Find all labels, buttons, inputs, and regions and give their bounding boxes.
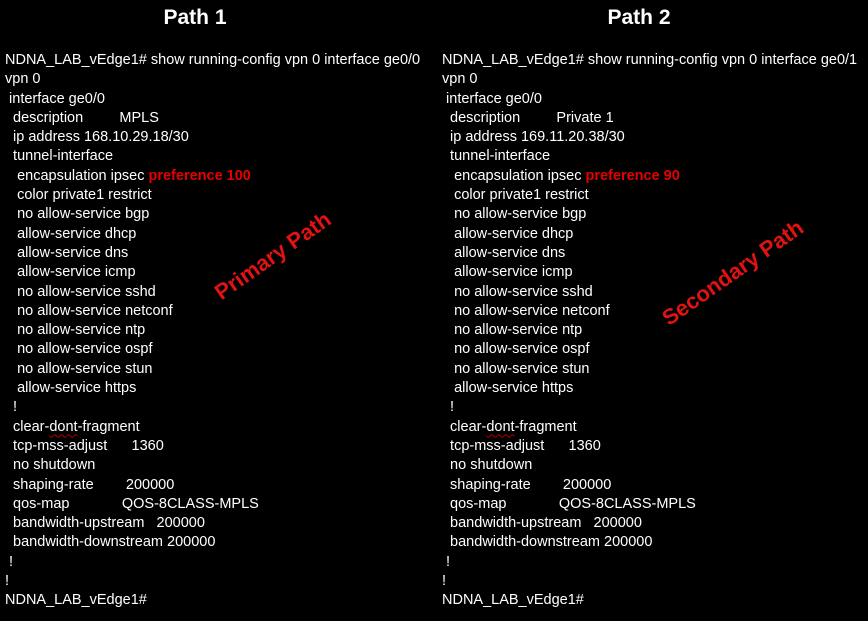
terminal-line <box>442 572 857 591</box>
terminal-line <box>5 90 420 109</box>
terminal-line <box>5 533 420 552</box>
terminal-text: vpn 0 <box>442 71 478 88</box>
terminal-line <box>442 167 857 186</box>
terminal-text: no allow-service netconf <box>442 302 610 319</box>
path2-terminal-output <box>442 51 857 611</box>
terminal-line <box>442 90 857 109</box>
terminal-line <box>442 437 857 456</box>
terminal-line <box>442 476 857 495</box>
terminal-text: tcp-mss-adjust 1360 <box>5 437 164 454</box>
terminal-line <box>5 147 420 166</box>
terminal-text: no allow-service ospf <box>5 341 153 358</box>
terminal-line <box>5 591 420 610</box>
terminal-text: no allow-service bgp <box>442 206 587 223</box>
terminal-line <box>5 263 420 282</box>
terminal-text: clear- <box>5 418 50 435</box>
terminal-text: NDNA_LAB_vEdge1# <box>5 592 147 609</box>
path2-heading: Path 2 <box>607 6 671 29</box>
terminal-line <box>5 418 420 437</box>
terminal-text: tunnel-interface <box>5 148 114 165</box>
terminal-line <box>5 186 420 205</box>
terminal-text: color private1 restrict <box>5 187 152 204</box>
terminal-line <box>442 186 857 205</box>
terminal-line <box>442 302 857 321</box>
terminal-line <box>442 109 857 128</box>
terminal-line <box>5 572 420 591</box>
preference-highlight: preference 90 <box>585 167 680 184</box>
terminal-line <box>5 437 420 456</box>
terminal-text: no allow-service ntp <box>442 322 583 339</box>
terminal-text: qos-map QOS-8CLASS-MPLS <box>5 495 259 512</box>
secondary-path-watermark: Secondary Path <box>657 214 808 331</box>
terminal-line <box>5 51 420 70</box>
terminal-text: allow-service icmp <box>5 264 136 281</box>
terminal-text: no allow-service ntp <box>5 322 146 339</box>
terminal-text: ! <box>442 573 447 590</box>
terminal-text: no allow-service netconf <box>5 302 173 319</box>
terminal-text: bandwidth-downstream 200000 <box>442 534 653 551</box>
terminal-text: NDNA_LAB_vEdge1# show running-config vpn 0 interface ge0/1 <box>442 52 858 68</box>
terminal-line <box>442 398 857 417</box>
terminal-text: tunnel-interface <box>442 148 551 165</box>
terminal-text: allow-service https <box>5 380 137 397</box>
terminal-text: allow-service dhcp <box>5 225 137 242</box>
terminal-line <box>442 418 857 437</box>
terminal-text: NDNA_LAB_vEdge1# <box>442 592 584 609</box>
terminal-text: no allow-service stun <box>5 360 153 377</box>
terminal-text: encapsulation ipsec <box>442 167 586 184</box>
terminal-line <box>442 321 857 340</box>
terminal-line <box>442 553 857 572</box>
terminal-line <box>5 70 420 89</box>
terminal-text: ip address 168.10.29.18/30 <box>5 129 189 146</box>
terminal-text: ip address 169.11.20.38/30 <box>442 129 625 146</box>
terminal-text: shaping-rate 200000 <box>5 476 175 493</box>
terminal-line <box>442 533 857 552</box>
terminal-line <box>5 167 420 186</box>
terminal-line <box>5 514 420 533</box>
terminal-text: bandwidth-downstream 200000 <box>5 534 216 551</box>
terminal-line <box>5 340 420 359</box>
terminal-text: interface ge0/0 <box>5 90 105 107</box>
spellcheck-underlined-text: dont <box>49 418 78 435</box>
terminal-line <box>5 128 420 147</box>
preference-highlight: preference 100 <box>148 167 251 184</box>
terminal-text: vpn 0 <box>5 71 41 88</box>
terminal-text: bandwidth-upstream 200000 <box>442 515 642 532</box>
terminal-line <box>5 476 420 495</box>
terminal-text: ! <box>5 573 10 590</box>
terminal-text: no shutdown <box>442 457 533 474</box>
terminal-text: NDNA_LAB_vEdge1# show running-config vpn 0 interface ge0/0 <box>5 52 421 68</box>
terminal-line <box>5 553 420 572</box>
terminal-text: no allow-service stun <box>442 360 590 377</box>
terminal-text: allow-service dhcp <box>442 225 574 242</box>
terminal-line <box>442 263 857 282</box>
terminal-line <box>442 147 857 166</box>
terminal-line <box>5 205 420 224</box>
terminal-text: -fragment <box>514 418 577 435</box>
terminal-text: no allow-service sshd <box>442 283 593 300</box>
terminal-text: no allow-service bgp <box>5 206 150 223</box>
terminal-line <box>5 109 420 128</box>
terminal-text: ! <box>442 553 451 570</box>
terminal-line <box>442 360 857 379</box>
primary-path-watermark: Primary Path <box>209 206 336 305</box>
terminal-text: ! <box>5 553 14 570</box>
terminal-text: interface ge0/0 <box>442 90 542 107</box>
terminal-line <box>5 302 420 321</box>
path1-heading: Path 1 <box>163 6 227 29</box>
terminal-line <box>5 360 420 379</box>
terminal-line <box>442 495 857 514</box>
terminal-line <box>442 591 857 610</box>
terminal-line <box>442 70 857 89</box>
terminal-text: allow-service dns <box>442 244 566 261</box>
terminal-text: qos-map QOS-8CLASS-MPLS <box>442 495 696 512</box>
terminal-text: ! <box>442 399 455 416</box>
terminal-text: allow-service dns <box>5 244 129 261</box>
terminal-text: allow-service https <box>442 380 574 397</box>
terminal-text: encapsulation ipsec <box>5 167 149 184</box>
terminal-text: clear- <box>442 418 487 435</box>
terminal-line <box>5 225 420 244</box>
terminal-line <box>5 398 420 417</box>
terminal-line <box>442 340 857 359</box>
terminal-text: shaping-rate 200000 <box>442 476 612 493</box>
terminal-text: no allow-service ospf <box>442 341 590 358</box>
terminal-line <box>5 495 420 514</box>
spellcheck-underlined-text: dont <box>486 418 515 435</box>
terminal-text: no shutdown <box>5 457 96 474</box>
path1-terminal-output <box>5 51 420 611</box>
terminal-line <box>442 51 857 70</box>
terminal-text: description MPLS <box>5 109 159 126</box>
terminal-text: bandwidth-upstream 200000 <box>5 515 205 532</box>
terminal-line <box>442 379 857 398</box>
terminal-line <box>442 456 857 475</box>
terminal-text: no allow-service sshd <box>5 283 156 300</box>
terminal-line <box>442 128 857 147</box>
terminal-text: color private1 restrict <box>442 187 589 204</box>
terminal-line <box>442 283 857 302</box>
terminal-text: -fragment <box>77 418 140 435</box>
terminal-text: tcp-mss-adjust 1360 <box>442 437 601 454</box>
terminal-text: description Private 1 <box>442 109 614 126</box>
terminal-line <box>5 456 420 475</box>
terminal-line <box>5 379 420 398</box>
terminal-line <box>442 244 857 263</box>
terminal-text: allow-service icmp <box>442 264 573 281</box>
terminal-text: ! <box>5 399 18 416</box>
terminal-line <box>442 514 857 533</box>
terminal-line <box>5 321 420 340</box>
terminal-line <box>5 244 420 263</box>
